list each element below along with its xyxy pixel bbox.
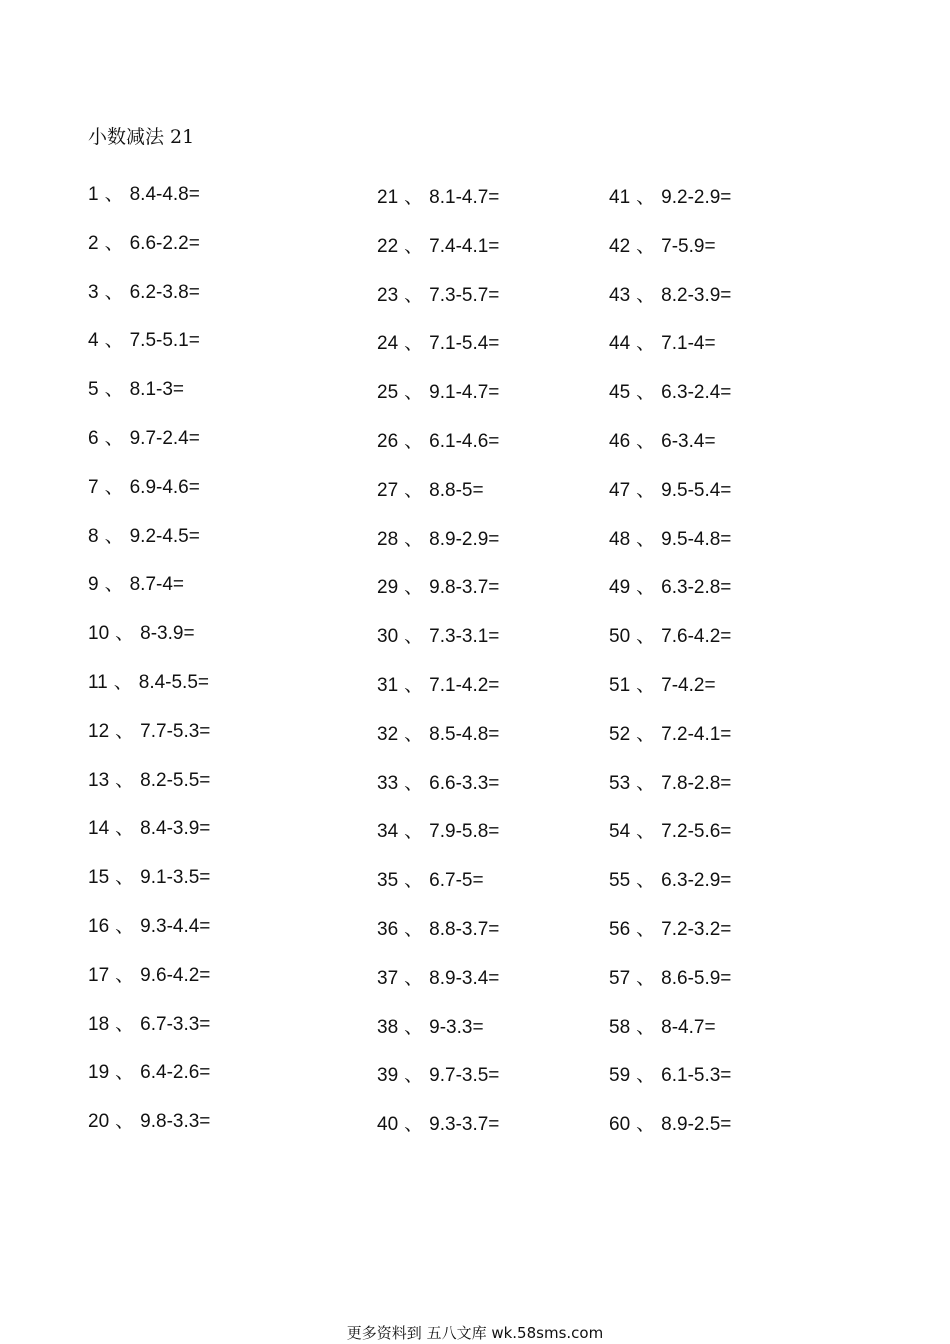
problem-separator: 、 xyxy=(636,918,656,940)
problem-number: 10 xyxy=(88,623,110,645)
problem-separator: 、 xyxy=(636,479,656,501)
problem-item xyxy=(88,914,210,963)
problem-expression: 9.5-5.4= xyxy=(661,479,732,501)
problem-separator: 、 xyxy=(404,577,424,599)
problem-number: 28 xyxy=(377,528,399,550)
problem-expression: 7.1-4= xyxy=(661,333,716,355)
problem-item xyxy=(609,966,731,1015)
problem-separator: 、 xyxy=(115,915,135,937)
problem-item xyxy=(377,380,499,429)
problem-expression: 9.2-4.5= xyxy=(129,525,200,547)
problem-expression: 6.7-3.3= xyxy=(140,1013,211,1035)
problem-expression: 7.1-4.2= xyxy=(429,674,500,696)
problem-expression: 6.2-3.8= xyxy=(129,281,200,303)
problem-expression: 6.6-3.3= xyxy=(429,772,500,794)
problem-number: 22 xyxy=(377,235,399,257)
problem-separator: 、 xyxy=(404,382,424,404)
problem-item xyxy=(88,475,210,524)
problem-number: 51 xyxy=(609,674,631,696)
problem-item xyxy=(88,621,210,670)
problem-expression: 6.7-5= xyxy=(429,870,484,892)
problem-item xyxy=(609,234,731,283)
problem-separator: 、 xyxy=(636,967,656,989)
problem-number: 12 xyxy=(88,720,110,742)
problem-item xyxy=(377,234,499,283)
problem-expression: 9.3-4.4= xyxy=(140,915,211,937)
problem-separator: 、 xyxy=(104,525,124,547)
problem-expression: 7-4.2= xyxy=(661,674,716,696)
problem-separator: 、 xyxy=(115,964,135,986)
problem-column-3 xyxy=(609,185,731,1161)
problem-separator: 、 xyxy=(636,772,656,794)
problem-item xyxy=(609,771,731,820)
problem-separator: 、 xyxy=(104,476,124,498)
problem-expression: 9-3.3= xyxy=(429,1016,484,1038)
problem-number: 4 xyxy=(88,330,99,352)
problem-number: 13 xyxy=(88,769,110,791)
problem-separator: 、 xyxy=(636,187,656,208)
problem-separator: 、 xyxy=(113,671,133,693)
problem-separator: 、 xyxy=(636,235,656,257)
footer-watermark: 更多资料到 五八文库 wk.58sms.com xyxy=(346,1324,604,1342)
problem-number: 30 xyxy=(377,626,399,648)
problem-item xyxy=(88,816,210,865)
problem-separator: 、 xyxy=(636,382,656,404)
problem-number: 58 xyxy=(609,1016,631,1038)
problem-item xyxy=(88,524,210,573)
problem-separator: 、 xyxy=(404,674,424,696)
problem-separator: 、 xyxy=(404,479,424,501)
problem-separator: 、 xyxy=(404,870,424,892)
problem-separator: 、 xyxy=(636,723,656,745)
problem-separator: 、 xyxy=(115,1013,135,1035)
problem-item xyxy=(377,185,499,234)
problem-number: 44 xyxy=(609,333,631,355)
problem-expression: 8.4-3.9= xyxy=(140,818,211,840)
problem-separator: 、 xyxy=(115,623,135,645)
problem-expression: 9.7-2.4= xyxy=(129,427,200,449)
problem-item xyxy=(88,377,210,426)
problem-number: 16 xyxy=(88,915,110,937)
problem-item xyxy=(377,527,499,576)
problem-separator: 、 xyxy=(636,284,656,306)
problem-item xyxy=(377,868,499,917)
problem-number: 32 xyxy=(377,723,399,745)
problem-item xyxy=(609,331,731,380)
problem-separator: 、 xyxy=(404,528,424,550)
problem-number: 42 xyxy=(609,235,631,257)
problem-item xyxy=(88,670,210,719)
problem-expression: 8.7-4= xyxy=(129,574,184,596)
problem-number: 46 xyxy=(609,430,631,452)
problem-item xyxy=(609,380,731,429)
problem-item xyxy=(88,426,210,475)
problem-expression: 8.1-4.7= xyxy=(429,187,500,208)
problem-separator: 、 xyxy=(636,870,656,892)
problem-number: 21 xyxy=(377,187,399,208)
problem-number: 43 xyxy=(609,284,631,306)
problem-separator: 、 xyxy=(404,1114,424,1136)
problem-separator: 、 xyxy=(104,427,124,449)
problem-item xyxy=(88,768,210,817)
problem-number: 7 xyxy=(88,476,99,498)
problem-item xyxy=(609,624,731,673)
problem-item xyxy=(377,283,499,332)
problem-number: 56 xyxy=(609,918,631,940)
problem-expression: 9.1-3.5= xyxy=(140,867,211,889)
problem-number: 37 xyxy=(377,967,399,989)
problem-expression: 8.6-5.9= xyxy=(661,967,732,989)
problem-expression: 8.2-3.9= xyxy=(661,284,732,306)
problem-expression: 9.8-3.3= xyxy=(140,1111,211,1133)
problem-number: 41 xyxy=(609,187,631,208)
problem-number: 27 xyxy=(377,479,399,501)
problem-expression: 6.3-2.9= xyxy=(661,870,732,892)
problem-separator: 、 xyxy=(404,187,424,208)
problem-separator: 、 xyxy=(404,967,424,989)
problem-number: 18 xyxy=(88,1013,110,1035)
problem-item xyxy=(377,1112,499,1161)
problem-item xyxy=(609,527,731,576)
problem-item xyxy=(609,283,731,332)
problem-expression: 7.7-5.3= xyxy=(140,720,211,742)
problem-expression: 7.5-5.1= xyxy=(129,330,200,352)
problem-number: 19 xyxy=(88,1062,110,1084)
problem-separator: 、 xyxy=(404,821,424,843)
problem-number: 40 xyxy=(377,1114,399,1136)
problem-item xyxy=(88,865,210,914)
problem-expression: 8.1-3= xyxy=(129,379,184,401)
problem-item xyxy=(377,673,499,722)
problem-number: 11 xyxy=(88,671,108,693)
problem-number: 38 xyxy=(377,1016,399,1038)
problem-number: 20 xyxy=(88,1111,110,1133)
problem-separator: 、 xyxy=(636,674,656,696)
problem-number: 55 xyxy=(609,870,631,892)
problem-item xyxy=(377,478,499,527)
problem-item xyxy=(609,722,731,771)
problem-expression: 7-5.9= xyxy=(661,235,716,257)
problem-separator: 、 xyxy=(636,626,656,648)
problem-expression: 6-3.4= xyxy=(661,430,716,452)
problem-item xyxy=(609,478,731,527)
problem-number: 17 xyxy=(88,964,110,986)
problem-number: 54 xyxy=(609,821,631,843)
problem-expression: 7.9-5.8= xyxy=(429,821,500,843)
problem-number: 39 xyxy=(377,1065,399,1087)
problem-item xyxy=(377,819,499,868)
problem-number: 25 xyxy=(377,382,399,404)
problem-separator: 、 xyxy=(104,330,124,352)
problem-separator: 、 xyxy=(115,720,135,742)
problem-number: 26 xyxy=(377,430,399,452)
problem-item xyxy=(609,1063,731,1112)
problem-item xyxy=(88,280,210,329)
problem-number: 53 xyxy=(609,772,631,794)
worksheet-title: 小数减法 21 xyxy=(88,126,195,148)
problem-separator: 、 xyxy=(104,232,124,254)
problem-number: 33 xyxy=(377,772,399,794)
problem-separator: 、 xyxy=(404,235,424,257)
problem-item xyxy=(609,1015,731,1064)
problem-separator: 、 xyxy=(115,1062,135,1084)
problem-expression: 6.3-2.8= xyxy=(661,577,732,599)
problem-separator: 、 xyxy=(404,430,424,452)
problem-number: 2 xyxy=(88,232,99,254)
problem-item xyxy=(609,917,731,966)
problem-number: 5 xyxy=(88,379,99,401)
problem-column-1 xyxy=(88,182,210,1158)
problem-number: 48 xyxy=(609,528,631,550)
problem-separator: 、 xyxy=(104,379,124,401)
problem-number: 23 xyxy=(377,284,399,306)
problem-item xyxy=(88,182,210,231)
problem-number: 9 xyxy=(88,574,99,596)
problem-expression: 6.4-2.6= xyxy=(140,1062,211,1084)
problem-expression: 8.5-4.8= xyxy=(429,723,500,745)
problem-number: 60 xyxy=(609,1114,631,1136)
problem-separator: 、 xyxy=(115,867,135,889)
problem-expression: 7.2-5.6= xyxy=(661,821,732,843)
problem-expression: 7.3-3.1= xyxy=(429,626,500,648)
problem-separator: 、 xyxy=(636,821,656,843)
problem-item xyxy=(377,624,499,673)
problem-separator: 、 xyxy=(104,184,124,205)
problem-item xyxy=(88,1012,210,1061)
problem-separator: 、 xyxy=(115,769,135,791)
problem-expression: 6.1-4.6= xyxy=(429,430,500,452)
problem-item xyxy=(88,231,210,280)
problem-separator: 、 xyxy=(104,574,124,596)
problem-item xyxy=(377,429,499,478)
problem-number: 36 xyxy=(377,918,399,940)
problem-column-2 xyxy=(377,185,499,1161)
problem-separator: 、 xyxy=(404,1065,424,1087)
problem-expression: 8-3.9= xyxy=(140,623,195,645)
problem-separator: 、 xyxy=(404,918,424,940)
problem-expression: 9.1-4.7= xyxy=(429,382,500,404)
problem-item xyxy=(377,1063,499,1112)
problem-number: 59 xyxy=(609,1065,631,1087)
problem-expression: 9.7-3.5= xyxy=(429,1065,500,1087)
problem-item xyxy=(377,331,499,380)
problem-item xyxy=(377,917,499,966)
problem-expression: 7.6-4.2= xyxy=(661,626,732,648)
problem-expression: 6.9-4.6= xyxy=(129,476,200,498)
problem-number: 29 xyxy=(377,577,399,599)
problem-separator: 、 xyxy=(404,333,424,355)
problem-number: 47 xyxy=(609,479,631,501)
problem-separator: 、 xyxy=(636,1016,656,1038)
problem-expression: 7.4-4.1= xyxy=(429,235,500,257)
problem-item xyxy=(88,1109,210,1158)
problem-number: 49 xyxy=(609,577,631,599)
problem-separator: 、 xyxy=(636,1114,656,1136)
problem-number: 57 xyxy=(609,967,631,989)
problem-separator: 、 xyxy=(404,284,424,306)
problem-number: 14 xyxy=(88,818,110,840)
problem-item xyxy=(609,868,731,917)
problem-expression: 8.9-2.5= xyxy=(661,1114,732,1136)
problem-item xyxy=(88,328,210,377)
problem-expression: 9.3-3.7= xyxy=(429,1114,500,1136)
problem-number: 3 xyxy=(88,281,99,303)
problem-expression: 7.3-5.7= xyxy=(429,284,500,306)
problem-number: 31 xyxy=(377,674,399,696)
problem-separator: 、 xyxy=(404,626,424,648)
problem-number: 1 xyxy=(88,184,99,205)
problem-separator: 、 xyxy=(115,1111,135,1133)
problem-item xyxy=(377,771,499,820)
problem-item xyxy=(377,722,499,771)
problem-expression: 7.2-4.1= xyxy=(661,723,732,745)
problem-number: 6 xyxy=(88,427,99,449)
problem-number: 50 xyxy=(609,626,631,648)
problem-number: 35 xyxy=(377,870,399,892)
problem-expression: 9.8-3.7= xyxy=(429,577,500,599)
problem-expression: 7.8-2.8= xyxy=(661,772,732,794)
problem-expression: 8.8-3.7= xyxy=(429,918,500,940)
problem-separator: 、 xyxy=(404,772,424,794)
problem-item xyxy=(609,575,731,624)
problem-expression: 7.1-5.4= xyxy=(429,333,500,355)
problem-expression: 7.2-3.2= xyxy=(661,918,732,940)
problem-item xyxy=(88,572,210,621)
problem-number: 15 xyxy=(88,867,110,889)
problem-item xyxy=(609,185,731,234)
problem-separator: 、 xyxy=(636,528,656,550)
problem-expression: 9.2-2.9= xyxy=(661,187,732,208)
problem-expression: 6.1-5.3= xyxy=(661,1065,732,1087)
problem-item xyxy=(377,575,499,624)
problem-item xyxy=(88,719,210,768)
problem-number: 34 xyxy=(377,821,399,843)
problem-expression: 9.5-4.8= xyxy=(661,528,732,550)
problem-separator: 、 xyxy=(104,281,124,303)
problem-separator: 、 xyxy=(404,1016,424,1038)
problem-item xyxy=(609,673,731,722)
problem-expression: 8.9-3.4= xyxy=(429,967,500,989)
problem-separator: 、 xyxy=(636,333,656,355)
problem-expression: 8.4-4.8= xyxy=(129,184,200,205)
problem-separator: 、 xyxy=(404,723,424,745)
problem-separator: 、 xyxy=(115,818,135,840)
problem-expression: 8.9-2.9= xyxy=(429,528,500,550)
problem-number: 24 xyxy=(377,333,399,355)
problem-expression: 6.3-2.4= xyxy=(661,382,732,404)
problem-item xyxy=(377,966,499,1015)
problem-expression: 8.2-5.5= xyxy=(140,769,211,791)
problem-item xyxy=(88,963,210,1012)
problem-expression: 8.8-5= xyxy=(429,479,484,501)
problem-item xyxy=(88,1060,210,1109)
problem-expression: 6.6-2.2= xyxy=(129,232,200,254)
problem-number: 45 xyxy=(609,382,631,404)
problem-separator: 、 xyxy=(636,1065,656,1087)
problem-item xyxy=(609,1112,731,1161)
problem-number: 8 xyxy=(88,525,99,547)
problem-item xyxy=(609,429,731,478)
problem-separator: 、 xyxy=(636,430,656,452)
problem-expression: 9.6-4.2= xyxy=(140,964,211,986)
problem-item xyxy=(377,1015,499,1064)
problem-number: 52 xyxy=(609,723,631,745)
problem-item xyxy=(609,819,731,868)
problem-expression: 8-4.7= xyxy=(661,1016,716,1038)
problem-separator: 、 xyxy=(636,577,656,599)
problem-expression: 8.4-5.5= xyxy=(138,671,209,693)
